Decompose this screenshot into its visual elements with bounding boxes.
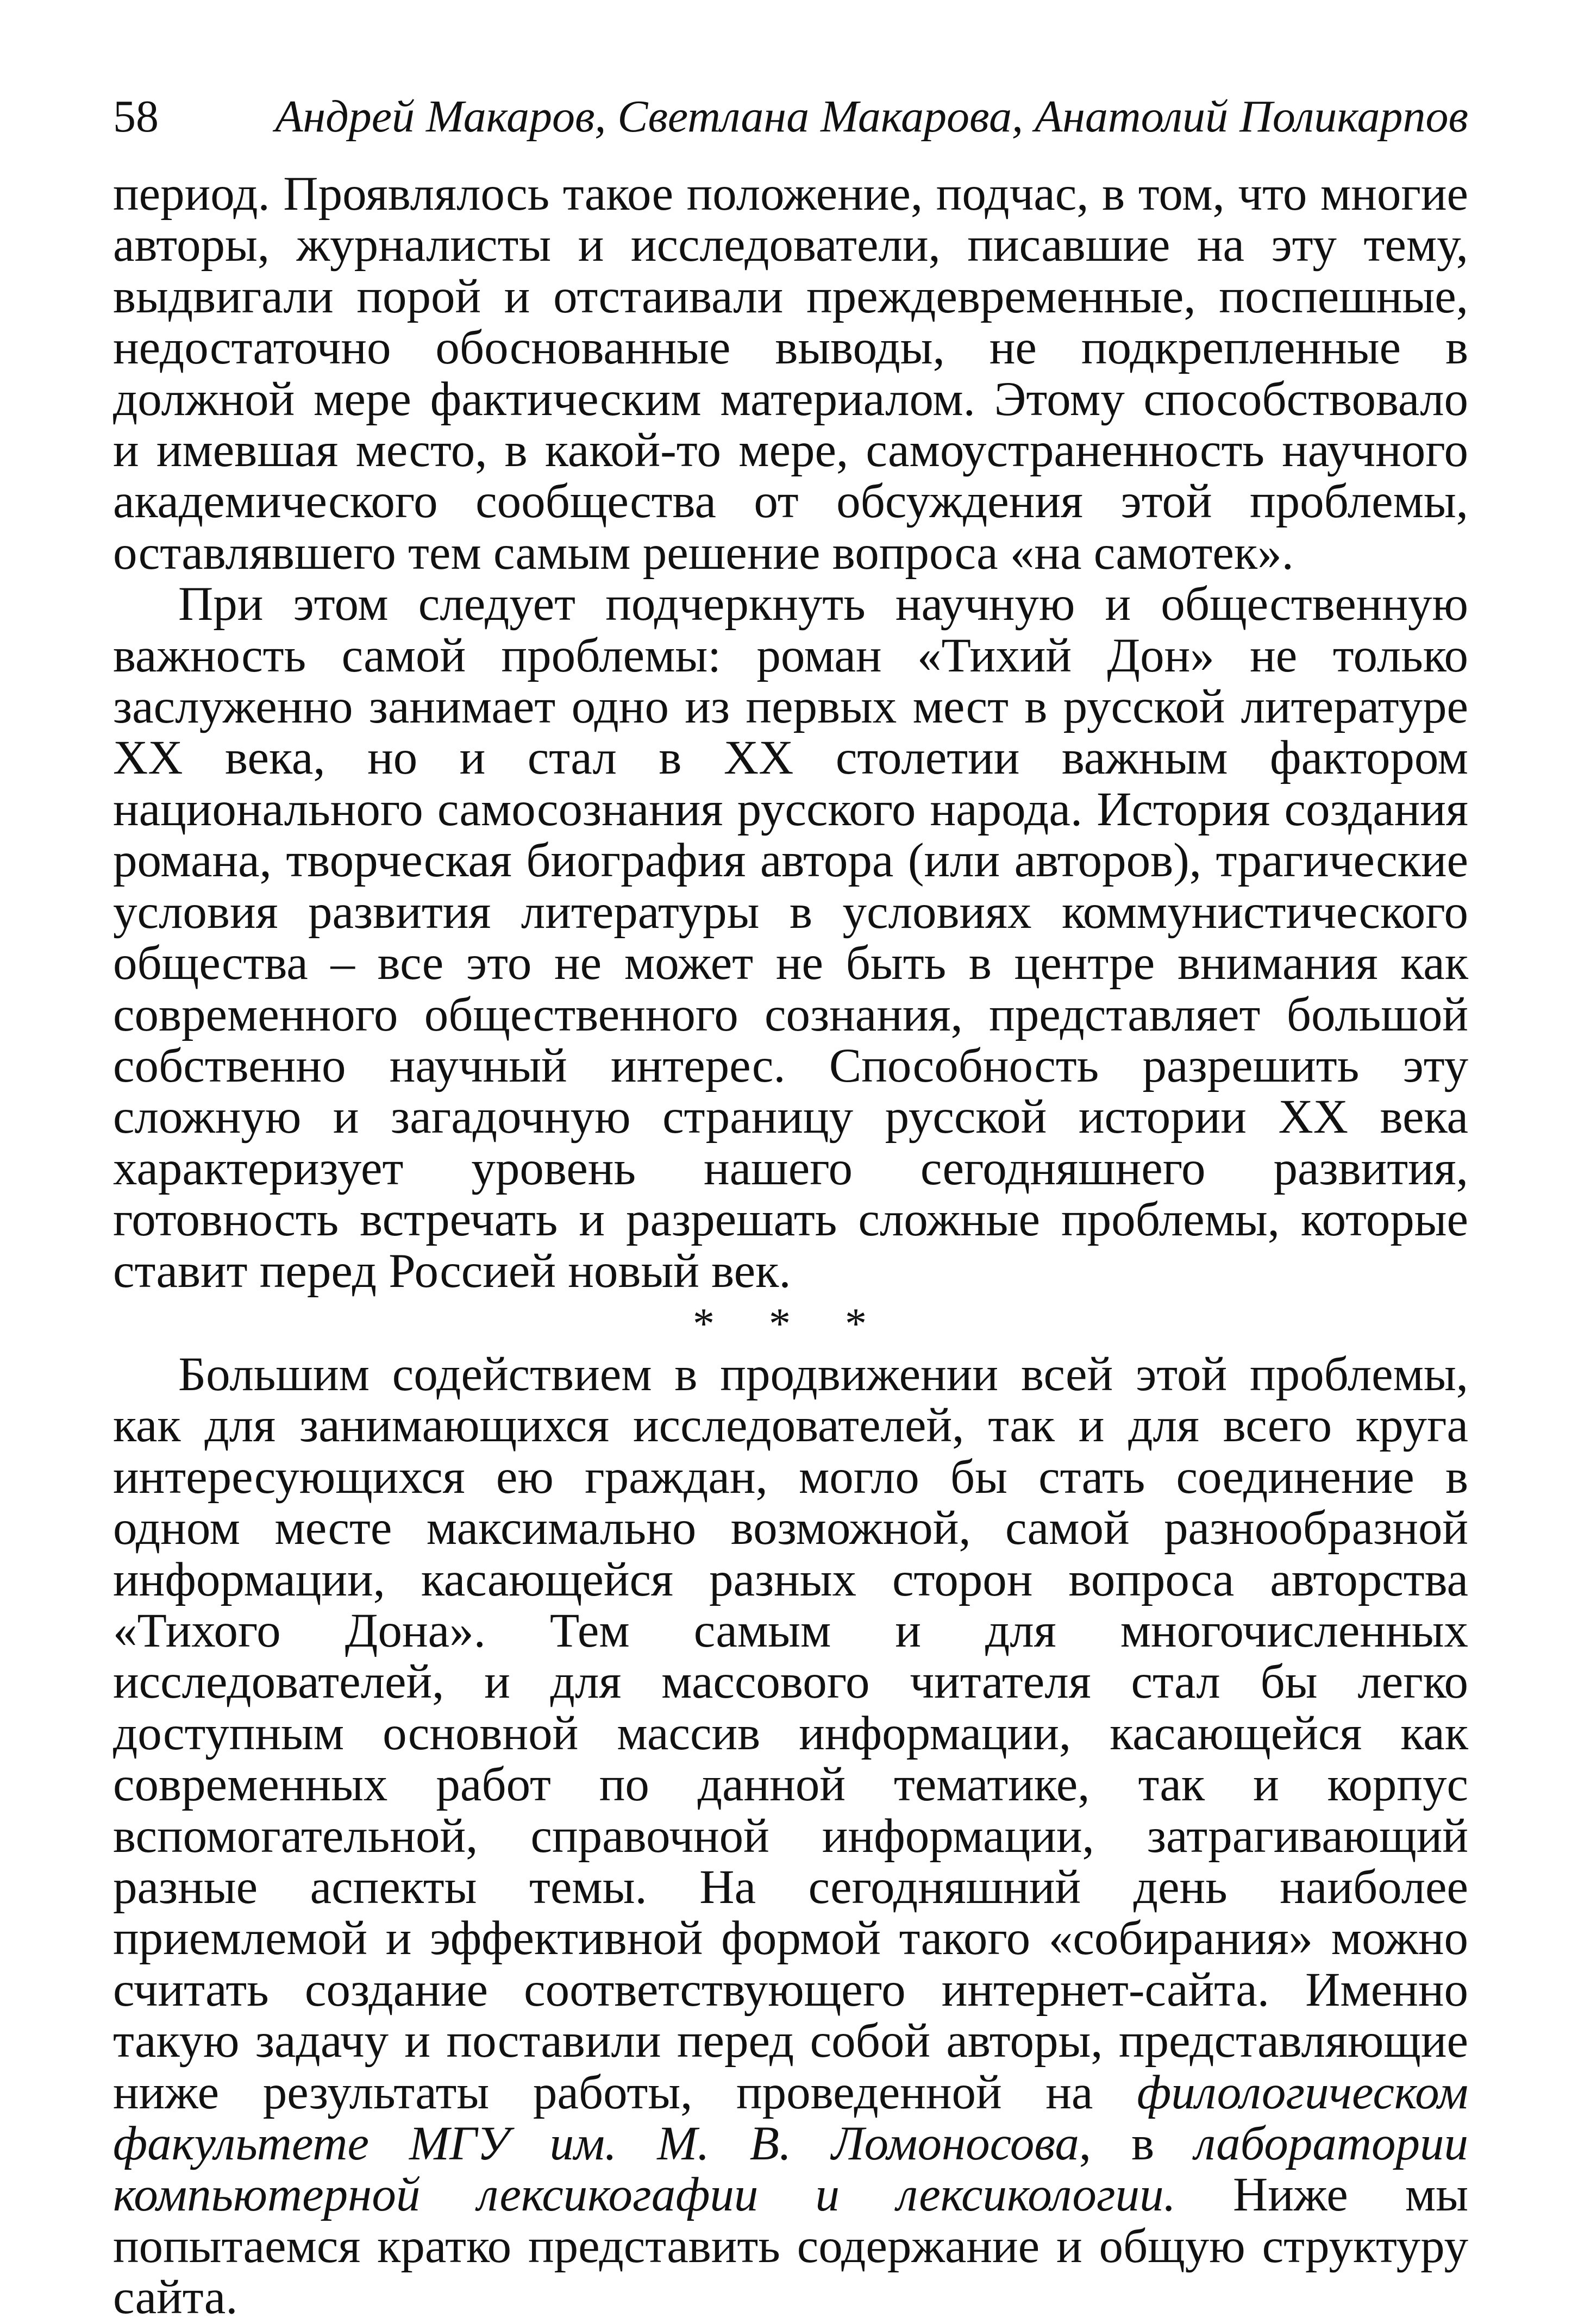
book-page bbox=[113, 87, 1468, 2323]
laboratory-name: лаборатории компьютерной лексикогафии и лексикологии. bbox=[113, 2117, 1468, 2222]
paragraph-text-mid: , в bbox=[1079, 2117, 1155, 2171]
paragraph-problem-importance: При этом следует подчеркнуть научную и общественную важность самой проблемы: роман «Тихий Дон» не только заслуженно занимает одно из первых мест в русской литературе XX века, но и стал в XX столетии важным фактором национального самосознания русского народа. История создания романа, творческая биография автора (или авторов), трагические условия развития литературы в условиях коммунистического общества – все это не может не быть в центре внимания как современного общественного сознания, представляет большой собственно научный интерес. Способность разрешить эту сложную и загадочную страницу русской истории XX века характеризует уровень нашего сегодняшнего развития, готовность встречать и разрешать сложные проблемы, которые ставит перед Россией новый век. bbox=[113, 577, 1468, 1298]
page-header bbox=[113, 87, 1468, 168]
page-number: 58 bbox=[113, 91, 159, 142]
faculty-name: филологическом факультете МГУ им. М. В. Ломоносова bbox=[113, 2065, 1469, 2171]
body-text bbox=[113, 168, 1468, 2323]
paragraph-website-purpose bbox=[113, 1349, 1468, 2323]
running-head: Андрей Макаров, Светлана Макарова, Анатолий Поликарпов bbox=[275, 91, 1468, 142]
paragraph-text-start: Большим содействием в продвижении всей этой проблемы, как для занимающихся исследователей, так и для всего круга интересующихся ею граждан, могло бы стать соединение в одном месте максимально возможной, самой разнообразной информации, касающейся разных сторон вопроса авторства «Тихого Дона». Тем самым и для многочисленных исследователей, и для массового читателя стал бы легко доступным основной массив информации, касающейся как современных работ по данной тематике, так и корпус вспомогательной, справочной информации, затрагивающий разные аспекты темы. На сегодняшний день наиболее приемлемой и эффективной формой такого «собирания» можно считать создание соответствующего интернет-сайта. Именно такую задачу и поставили перед собой авторы, представляющие ниже результаты работы, проведенной на bbox=[113, 1347, 1468, 2119]
paragraph-continuation: период. Проявлялось такое положение, подчас, в том, что многие авторы, журналисты и исследователи, писавшие на эту тему, выдвигали порой и отстаивали преждевременные, поспешные, недостаточно обоснованные выводы, не подкрепленные в должной мере фактическим материалом. Этому способствовало и имевшая место, в какой-то мере, самоустраненность научного академического сообщества от обсуждения этой проблемы, оставлявшего тем самым решение вопроса «на самотек». bbox=[113, 167, 1468, 580]
paragraph-text-end: Ниже мы попытаемся кратко представить содержание и общую структуру сайта. bbox=[113, 2168, 1469, 2324]
section-separator: * * * bbox=[693, 1299, 888, 1348]
